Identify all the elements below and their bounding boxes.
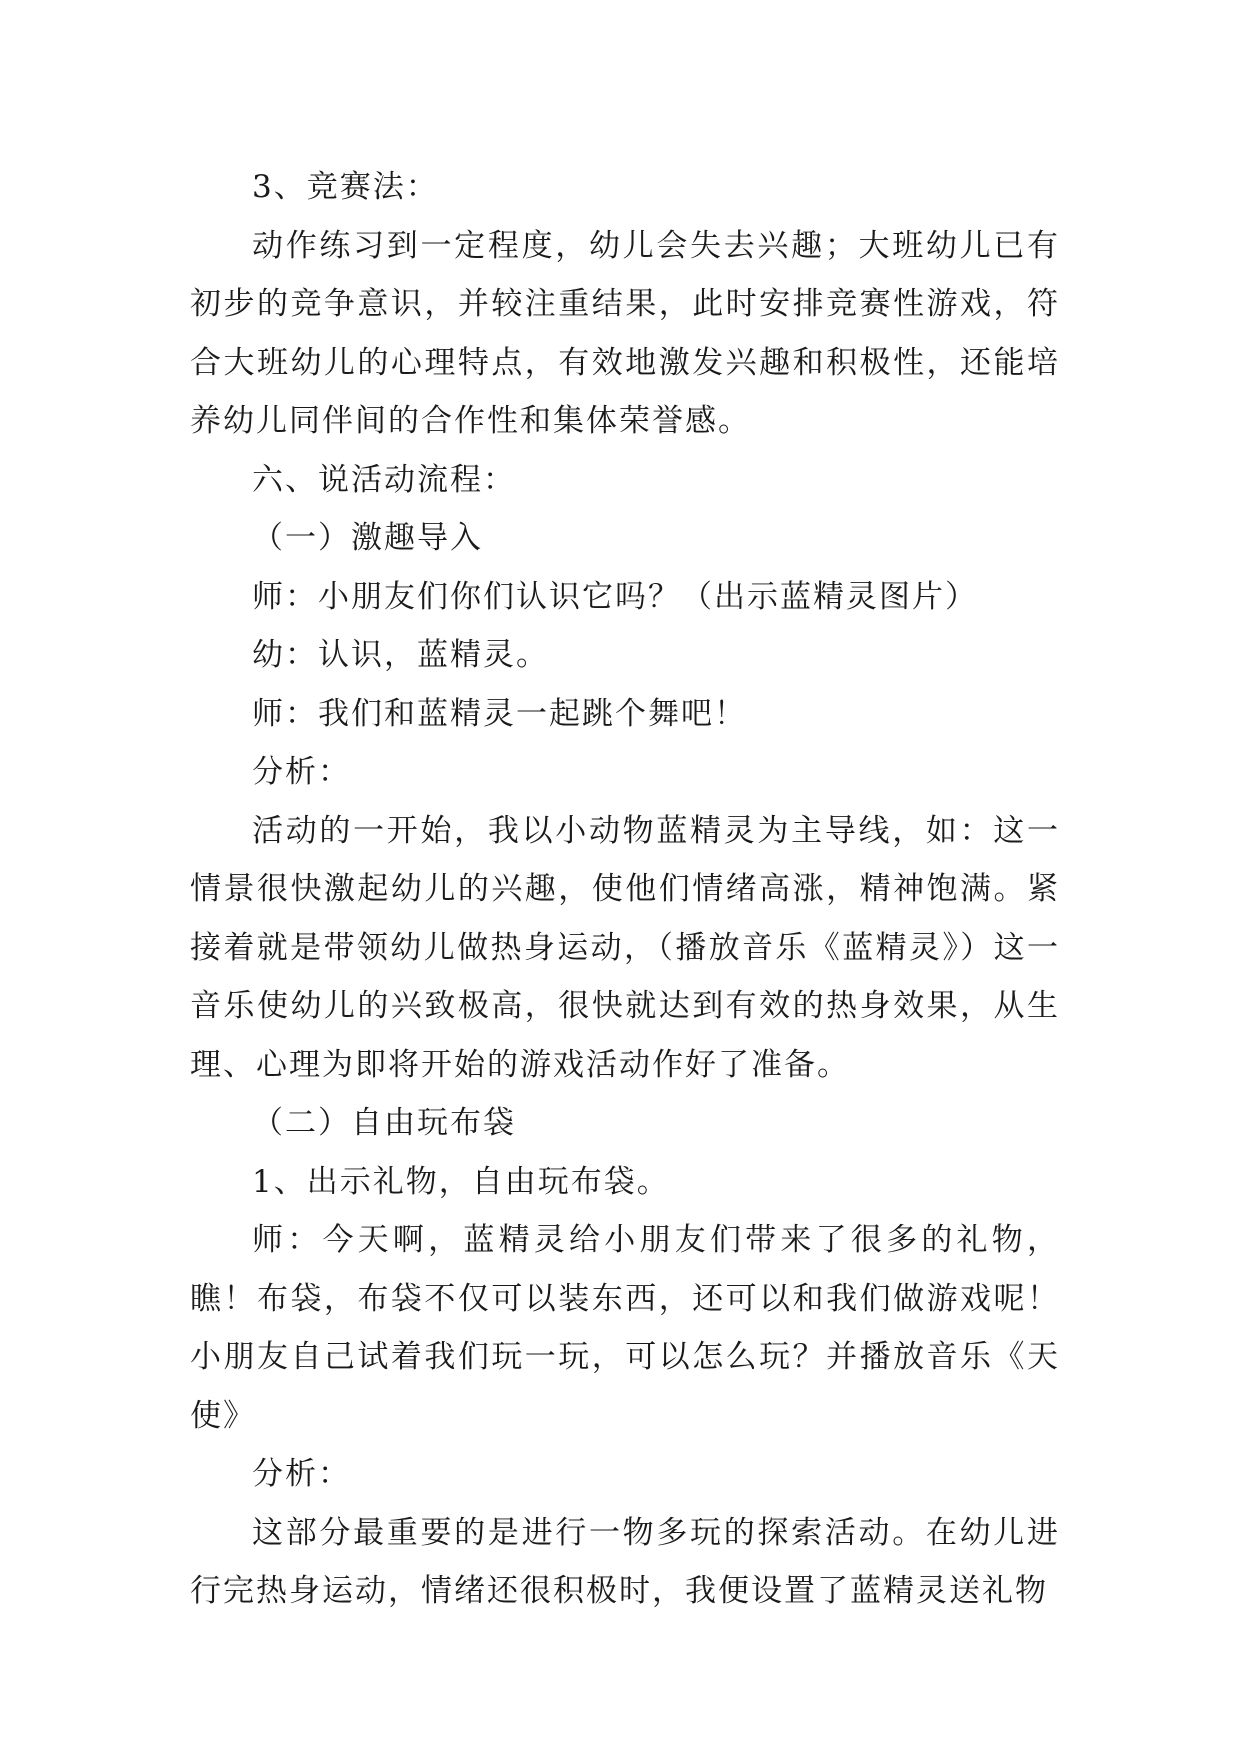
dialogue-teacher-3: 师：今天啊，蓝精灵给小朋友们带来了很多的礼物，瞧！布袋，布袋不仅可以装东西，还可以和我们做游戏呢！小朋友自己试着我们玩一玩，可以怎么玩？并播放音乐《天使》 [190,1222,1060,1434]
analysis-label-1: 分析： [252,754,351,790]
paragraph-competition-explanation: 动作练习到一定程度，幼儿会失去兴趣；大班幼儿已有初步的竞争意识，并较注重结果，此时安排竞赛性游戏，符合大班幼儿的心理特点，有效地激发兴趣和积极性，还能培养幼儿同伴间的合作性和集体荣誉感。 [190,227,1060,439]
section-heading-activity-flow: 六、说活动流程： [252,461,516,498]
paragraph-analysis-free-play: 这部分最重要的是进行一物多玩的探索活动。在幼儿进行完热身运动，情绪还很积极时，我便设置了蓝精灵送礼物 [190,1514,1060,1609]
paragraph-analysis-intro: 活动的一开始，我以小动物蓝精灵为主导线，如：这一情景很快激起幼儿的兴趣，使他们情绪高涨，精神饱满。紧接着就是带领幼儿做热身运动，（播放音乐《蓝精灵》）这一音乐使幼儿的兴致极高，很快就达到有效的热身效果，从生理、心理为即将开始的游戏活动作好了准备。 [190,812,1060,1083]
subsection-heading-intro: （一）激趣导入 [252,520,483,556]
dialogue-child-1: 幼：认识，蓝精灵。 [252,637,549,673]
dialogue-teacher-2: 师：我们和蓝精灵一起跳个舞吧！ [252,695,747,732]
subsection-heading-free-play: （二）自由玩布袋 [252,1105,516,1141]
section-subheading-competition-method: 3、竞赛法： [252,169,439,205]
document-body [190,158,1060,1621]
dialogue-teacher-1: 师：小朋友们你们认识它吗？（出示蓝精灵图片） [252,578,978,615]
step-show-gift: 1、出示礼物，自由玩布袋。 [252,1163,670,1200]
analysis-label-2: 分析： [252,1456,351,1492]
